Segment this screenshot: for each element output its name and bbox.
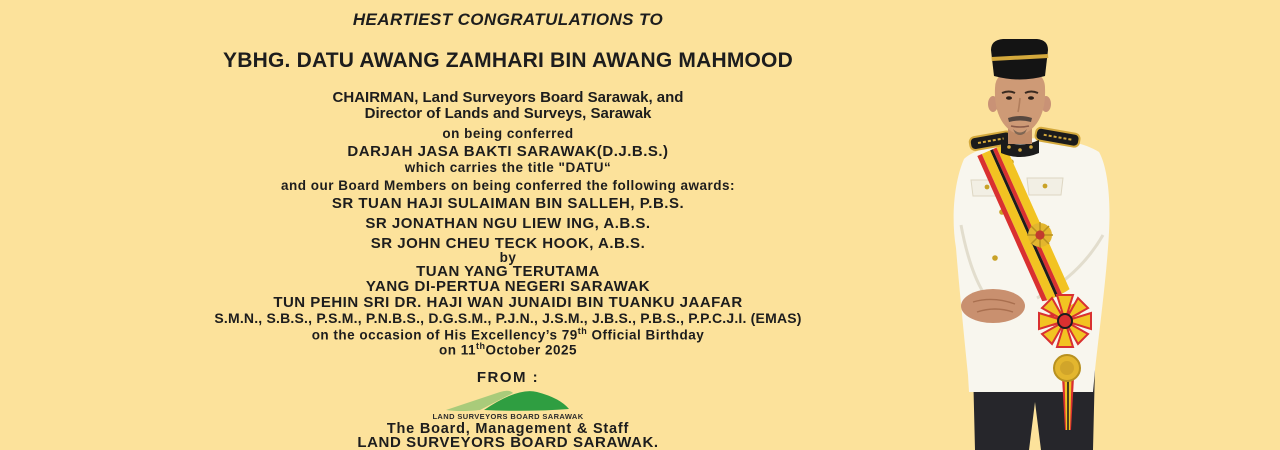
conferrer-line3: TUN PEHIN SRI DR. HAJI WAN JUNAIDI BIN TUANKU JAAFAR [273, 294, 743, 311]
occasion-pre: on the occasion of His Excellency’s 79 [311, 327, 578, 343]
date-line [0, 341, 1016, 358]
conferrer-honours: S.M.N., S.B.S., P.S.M., P.N.B.S., D.G.S.M., P.J.N., J.S.M., J.B.S., P.B.S., P.P.C.J.I. (EMAS) [214, 310, 802, 326]
lsbs-logo-graphic [442, 390, 574, 412]
board-award-2: SR JONATHAN NGU LIEW ING, A.B.S. [365, 215, 651, 232]
occasion-sup: th [577, 326, 588, 336]
logo-caption: LAND SURVEYORS BOARD SARAWAK [432, 412, 584, 421]
pocket-button-left [985, 185, 990, 190]
occasion-post: Official Birthday [587, 327, 705, 343]
front-button-3 [992, 255, 998, 261]
portrait-photo [945, 30, 1175, 450]
by-label: by [499, 250, 517, 265]
board-members-intro: and our Board Members on being conferred the following awards: [280, 178, 736, 193]
conferrer-line2: YANG DI-PERTUA NEGERI SARAWAK [365, 278, 651, 295]
date-post: October 2025 [485, 342, 578, 358]
sender-line1: The Board, Management & Staff [386, 421, 630, 437]
pocket-button-right [1043, 184, 1048, 189]
clasped-hands [961, 289, 1025, 323]
conferred-intro: on being conferred [442, 126, 574, 141]
intro-heading: HEARTIEST CONGRATULATIONS TO [352, 10, 664, 29]
conferrer-line1: TUAN YANG TERUTAMA [416, 263, 600, 280]
board-award-3: SR JOHN CHEU TECK HOOK, A.B.S. [370, 235, 646, 252]
board-award-1: SR TUAN HAJI SULAIMAN BIN SALLEH, P.B.S. [331, 195, 685, 212]
date-pre: on 11 [438, 342, 476, 358]
honoree-name: YBHG. DATU AWANG ZAMHARI BIN AWANG MAHMOOD [223, 49, 793, 72]
honoree-title-line2: Director of Lands and Surveys, Sarawak [364, 105, 652, 122]
honoree-title-line1: CHAIRMAN, Land Surveyors Board Sarawak, and [332, 89, 684, 106]
honoree-titles [0, 90, 1016, 122]
songkok-hat [991, 39, 1048, 80]
from-label: FROM : [476, 369, 540, 386]
sender-line2: LAND SURVEYORS BOARD SARAWAK. [357, 434, 659, 450]
title-note: which carries the title "DATU“ [404, 160, 612, 175]
date-sup: th [475, 341, 486, 351]
award-name: DARJAH JASA BAKTI SARAWAK(D.J.B.S.) [347, 143, 669, 160]
